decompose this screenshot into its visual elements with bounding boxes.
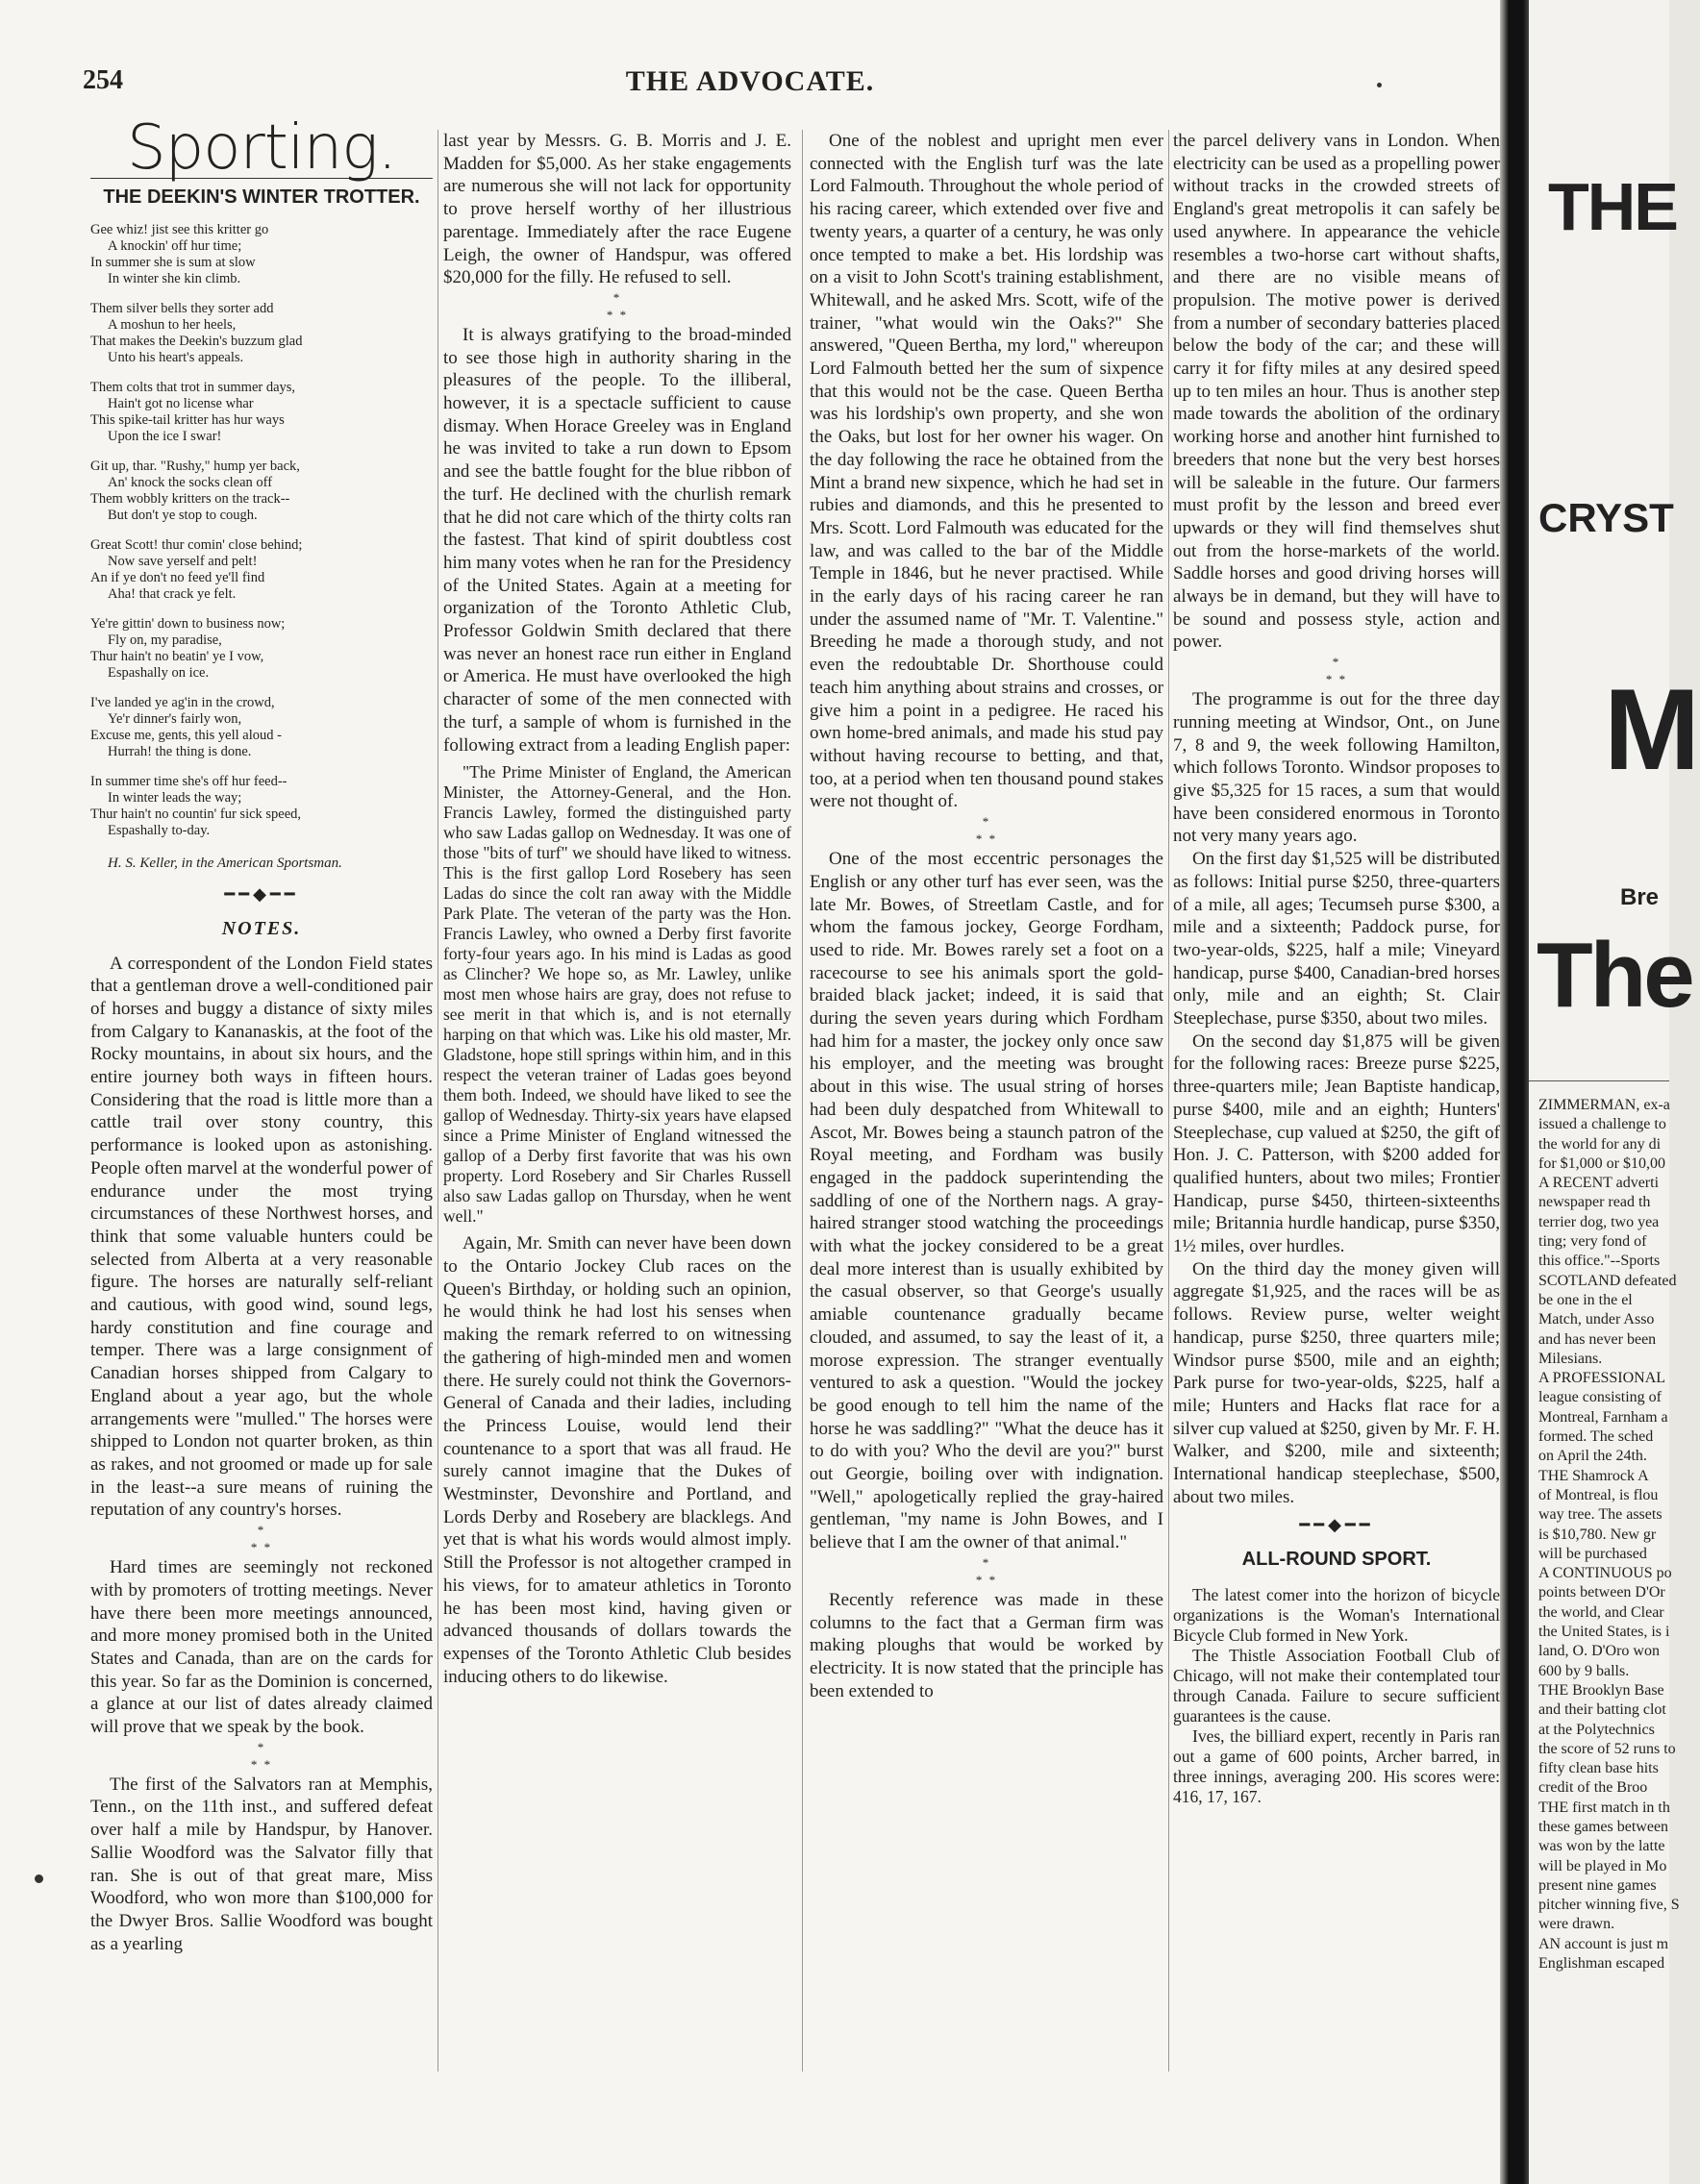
poem-attribution: H. S. Keller, in the American Sportsman. xyxy=(108,856,342,872)
article-paragraph: A correspondent of the London Field states that a gentleman drove a well-conditioned pair of horses and buggy a distance of sixty miles from Calgary to Kananaskis, at the foot of the Rocky mountains, in about six hours, and the entire journey both ways in fifteen hours. Considering that the road is little more than a cattle trail over stony country, this performance is looked upon as astonishing. People often marvel at the wonderful power of endurance under the most trying circumstances of these Northwest horses, and think that some valuable hunters could be selected from Alberta at a very reasonable figure. The horses are naturally self-reliant and cautious, with good wind, sound legs, hardy constitution and fine courage and temper. There was a large consignment of Canadian horses shipped from Calgary to England about a year ago, but the whole arrangements were "mulled." The horses were shipped to London not quarter broken, as thin as rakes, and not groomed or made up for sale in the least--a sure means of ruining the reputation of any country's horses. xyxy=(90,953,433,1521)
facing-heading-m: M xyxy=(1604,665,1700,794)
poem-line: Thur hain't no countin' fur sick speed, xyxy=(90,807,302,823)
page-gutter-shadow xyxy=(1500,0,1529,2184)
poem-line: Aha! that crack ye felt. xyxy=(108,586,237,603)
poem-line: Great Scott! thur comin' close behind; xyxy=(90,537,303,554)
facing-text-line: for $1,000 or $10,00 xyxy=(1538,1154,1665,1172)
facing-text-line: ZIMMERMAN, ex-a xyxy=(1538,1097,1670,1113)
facing-text-line: Montreal, Farnham a xyxy=(1538,1408,1668,1426)
article-paragraph: the parcel delivery vans in London. When electricity can be used as a propelling power without tracks in the crowded streets of England's great metropolis it can safely be used anywhere. In appearance the vehicle resembles a two-horse cart without shafts, and there are no visible means of propulsion. The motive power is derived from a number of secondary batteries placed below the body of the car; and these will carry it for fifty miles at any desired speed up to ten miles an hour. Thus is another step made towards the abolition of the ordinary working horse and another hint furnished to breeders that none but the very best horses will be saleable in the future. Our farmers must profit by the lesson and breed ever upwards or they will find themselves shut out from the horse-markets of the world. Saddle horses and good driving horses will always be in demand, but they will have to be sound and possess style, action and power. xyxy=(1173,131,1500,653)
facing-page-fragment xyxy=(1529,0,1700,2184)
poem-stanza xyxy=(90,774,433,839)
poem-stanza xyxy=(90,222,433,287)
facing-text-line: Match, under Asso xyxy=(1538,1311,1655,1328)
poem-stanza xyxy=(90,301,433,366)
facing-text-line: AN account is just m xyxy=(1538,1935,1669,1952)
facing-text-line: and their batting clot xyxy=(1538,1701,1666,1719)
poem-stanza xyxy=(90,616,433,682)
facing-text-line: the score of 52 runs to xyxy=(1538,1740,1676,1757)
facing-text-line: were drawn. xyxy=(1538,1916,1615,1933)
article-paragraph: One of the most eccentric personages the English or any other turf has ever seen, was the late Mr. Bowes, of Streetlam Castle, and for whom the famous jockey, George Fordham, used to ride. Mr. Bowes rarely set a foot on a racecourse to see his animals sport the gold-braided black jacket; indeed, it is said that during the seven years during which Fordham had him for a master, the jockey only once saw his employer, and the meeting was brought about in this wise. The usual string of horses had been duly despatched from Whitewall to Ascot, Mr. Bowes being a staunch patron of the Royal meeting, and Fordham was busily engaged in the paddock superintending the saddling of one of the Northern nags. A gray-haired stranger stood watching the proceedings with what the jockey considered to be a great deal more interest than is usually exhibited by the casual observer, so that George's usually amiable countenance gradually became clouded, and assumed, to say the least of it, a morose expression. The stranger eventually ventured to ask a question. "Would the jockey be good enough to tell him the name of the horse he was saddling?" "What the deuce has it to do with you? Who the devil are you?" burst out Georgie, boiling over with indignation. "Well," apologetically replied the gray-haired gentleman, "my name is John Bowes, and I believe that I am the owner of that animal." xyxy=(810,849,1163,1553)
article-paragraph: It is always gratifying to the broad-minded to see those high in authority sharing in the pleasures of the people. To the illiberal, however, it is a spectacle sufficient to cause dismay. When Horace Greeley was in England he was invited to take a run down to Epsom and see the battle fought for the blue ribbon of the turf. He declined with the churlish remark that he did not care which of the thirty colts ran the fastest. That kind of spirit doubtless cost him many votes when he ran for the Presidency of the United States. Again at a meeting for organization of the Toronto Athletic Club, Professor Goldwin Smith declared that there was never an honest race run either in England or America. He must have overlooked the high character of some of the men connected with the turf, a sample of whom is furnished in the following extract from a leading English paper: xyxy=(443,324,791,756)
all-round-sport-heading: ALL-ROUND SPORT. xyxy=(1241,1549,1432,1571)
poem-stanza xyxy=(90,380,433,445)
ornament-divider: ━━◆━━ xyxy=(224,884,299,905)
facing-heading-the2: The xyxy=(1537,924,1692,1027)
poem-line: An' knock the socks clean off xyxy=(108,475,273,491)
facing-text-line: at the Polytechnics xyxy=(1538,1721,1655,1738)
facing-text-line: is $10,780. New gr xyxy=(1538,1526,1657,1543)
poem xyxy=(90,222,433,839)
facing-text-line: the world for any di xyxy=(1538,1135,1662,1153)
facing-text-line: of Montreal, is flou xyxy=(1538,1486,1659,1503)
article-paragraph: last year by Messrs. G. B. Morris and J. E. Madden for $5,000. As her stake engagements are numerous she will not lack for opportunity to prove herself worthy of her illustrious parentage. Immediately after the race Eugene Leigh, the owner of Handspur, was offered $20,000 for the filly. He refused to sell. xyxy=(443,131,791,288)
facing-text-line: and has never been xyxy=(1538,1330,1657,1348)
poem-line: Hurrah! the thing is done. xyxy=(108,744,252,760)
facing-text-line: will be played in Mo xyxy=(1538,1857,1667,1874)
poem-line: Thur hain't no beatin' ye I vow, xyxy=(90,649,264,665)
asterism: * * * xyxy=(250,1739,273,1772)
poem-line: Ye're gittin' down to business now; xyxy=(90,616,286,633)
facing-text-line: way tree. The assets xyxy=(1538,1506,1662,1524)
article-paragraph: The programme is out for the three day running meeting at Windsor, Ont., on June 7, 8 and 9, the week following Hamilton, which follows Toronto. Windsor proposes to give $5,325 for 15 races, a sum that would have been considered enormous in Toronto not very many years ago. xyxy=(1173,689,1500,847)
poem-stanza xyxy=(90,459,433,524)
poem-line: Them colts that trot in summer days, xyxy=(90,380,296,396)
asterism: * * * xyxy=(1325,655,1348,687)
poem-line: Unto his heart's appeals. xyxy=(108,350,244,366)
facing-text-line: land, O. D'Oro won xyxy=(1538,1643,1660,1660)
poem-line: Gee whiz! jist see this kritter go xyxy=(90,222,269,238)
column-rule xyxy=(802,130,803,2072)
facing-text-line: THE first match in th xyxy=(1538,1799,1670,1816)
print-speck xyxy=(1377,83,1382,87)
facing-text-line: the United States, is i xyxy=(1538,1624,1670,1641)
facing-text-line: issued a challenge to xyxy=(1538,1116,1666,1133)
facing-column-text xyxy=(1538,1096,1680,1973)
article-paragraph: One of the noblest and upright men ever connected with the English turf was the late Lord Falmouth. Throughout the whole period of his racing career, which extended over five and twenty years, a quarter of a century, he was only once tempted to make a bet. His lordship was on a visit to John Scott's training establishment, Whitewall, and he asked Mrs. Scott, wife of the trainer, "what would win the Oaks?" She answered, "Queen Bertha, my lord," whereupon Lord Falmouth betted her the sum of sixpence that this would not be the case. Queen Bertha was his lordship's own property, and she won the Oaks, but lost for her owner his wager. On the day following the race he obtained from the Mint a brand new sixpence, which he had set in rubies and diamonds, and this he presented to Mrs. Scott. Lord Falmouth was educated for the law, and was called to the bar of the Middle Temple in 1846, but he never practised. While in the early days of his racing career he ran under the assumed name of "Mr. T. Valentine." Breeding he made a thorough study, and not even the redoubtable Dr. Shorthouse could teach him anything about strains and crosses, or give him a point in a pedigree. He raced his own home-bred animals, and made his stud pay without having recourse to betting, and that, too, at a period when ten thousand pound stakes were not thought of. xyxy=(810,131,1163,812)
column-3 xyxy=(810,130,1163,2105)
brief-item: The Thistle Association Football Club of Chicago, will not make their contemplated tour through Canada. Failure to secure sufficient guarantees is the cause. xyxy=(1173,1645,1500,1725)
poem-line: A knockin' off hur time; xyxy=(108,238,242,255)
facing-text-line: formed. The sched xyxy=(1538,1428,1654,1446)
ornament-divider: ━━◆━━ xyxy=(1299,1515,1374,1535)
newspaper-title: THE ADVOCATE. xyxy=(625,65,875,97)
poem-line: Ye'r dinner's fairly won, xyxy=(108,711,242,728)
facing-text-line: will be purchased xyxy=(1538,1545,1647,1562)
facing-text-line: on April the 24th. xyxy=(1538,1448,1647,1465)
poem-line: That makes the Deekin's buzzum glad xyxy=(90,334,303,350)
facing-text-line: newspaper read th xyxy=(1538,1194,1651,1211)
article-paragraph: Recently reference was made in these columns to the fact that a German firm was making ploughs that would be worked by electricity. It is now stated that the principle has been extended to xyxy=(810,1589,1163,1701)
facing-text-line: THE Shamrock A xyxy=(1538,1467,1649,1484)
poem-line: Git up, thar. "Rushy," hump yer back, xyxy=(90,459,300,475)
poem-line: Fly on, my paradise, xyxy=(108,633,222,649)
facing-text-line: these games between xyxy=(1538,1818,1669,1835)
poem-line: Them silver bells they sorter add xyxy=(90,301,274,317)
poem-title: THE DEEKIN'S WINTER TROTTER. xyxy=(103,186,420,208)
poem-line: A moshun to her heels, xyxy=(108,317,237,334)
facing-text-line: be one in the el xyxy=(1538,1291,1633,1308)
asterism: * * * xyxy=(975,814,998,847)
poem-line: In summer time she's off hur feed-- xyxy=(90,774,288,790)
asterism: * * * xyxy=(975,1554,998,1587)
poem-line: In winter leads the way; xyxy=(108,790,242,807)
poem-stanza xyxy=(90,537,433,603)
facing-text-line: points between D'Or xyxy=(1538,1584,1665,1601)
facing-text-line: SCOTLAND defeated xyxy=(1538,1272,1677,1289)
poem-line: This spike-tail kritter has hur ways xyxy=(90,412,285,429)
facing-text-line: fifty clean base hits xyxy=(1538,1760,1659,1777)
page-header xyxy=(0,65,1500,104)
brief-item: The latest comer into the horizon of bicycle organizations is the Woman's International Bicycle Club formed in New York. xyxy=(1173,1584,1500,1645)
poem-line: But don't ye stop to cough. xyxy=(108,508,258,524)
column-4 xyxy=(1173,130,1500,2105)
facing-text-line: A PROFESSIONAL xyxy=(1538,1370,1666,1387)
poem-line: An if ye don't no feed ye'll find xyxy=(90,570,265,586)
facing-text-line: ting; very fond of xyxy=(1538,1233,1647,1251)
facing-text-line: credit of the Broo xyxy=(1538,1779,1648,1797)
page-number: 254 xyxy=(83,65,123,95)
notes-heading: NOTES. xyxy=(221,917,302,939)
facing-text-line: A RECENT adverti xyxy=(1538,1175,1660,1192)
poem-line: Espashally to-day. xyxy=(108,823,211,839)
quoted-extract: "The Prime Minister of England, the American Minister, the Attorney-General, and the Hon. Francis Lawley, formed the distinguished party who saw Ladas gallop on Wednesday. It was one of those "bits of turf" we should have liked to witness. This is the first gallop Lord Rosebery has seen Ladas do since the colt ran away with the Middle Park Plate. The veteran of the party was the Hon. Francis Lawley, who owned a Derby first favorite forty-four years ago. In his mind is Ladas as good as Clincher? We hope so, as Mr. Lawley, unlike most men whose hairs are gray, does not refuse to see merit in that which is, and is not eternally harping on that which was. Like his old master, Mr. Gladstone, hope still springs within him, and in this respect the veteran trainer of Ladas goes beyond them both. Indeed, we should have liked to see the gallop of Wednesday. Thirty-six years have elapsed since a Prime Minister of England witnessed the gallop of a Derby first favorite that was his own property. Lord Rosebery and Sir Charles Russell also saw Ladas gallop on Thursday, when he went well." xyxy=(443,762,791,1227)
poem-line: Hain't got no license whar xyxy=(108,396,254,412)
article-paragraph: Again, Mr. Smith can never have been down to the Ontario Jockey Club races on the Queen's Birthday, or holding such an opinion, he would think he had lost his senses when making the remark referred to on witnessing the gathering of high-minded men and women there. He surely could not think the Governors-General of Canada and their ladies, including the Princess Louise, would lend their countenance to a sport that was all fraud. He surely cannot imagine that the Dukes of Westminster, Devonshire and Portland, and Lords Derby and Rosebery are blacklegs. And yet that is what his words would almost imply. Still the Professor is not altogether cramped in his views, for to amateur athletics in Toronto he has been most kind, having given or advanced thousands of dollars towards the expenses of the Toronto Athletic Club besides inducing others to do likewise. xyxy=(443,1233,791,1687)
column-rule xyxy=(1168,130,1169,2072)
poem-line: In winter she kin climb. xyxy=(108,271,241,287)
print-speck xyxy=(35,1874,43,1883)
facing-text-line: league consisting of xyxy=(1538,1389,1662,1406)
article-paragraph: On the third day the money given will aggregate $1,925, and the races will be as follows. Review purse, welter weight handicap, purse $250, three quarters mile; Windsor purse $500, mile and an eighth; Park purse for two-year-olds, $225, half a mile; Hunters and Hacks flat race for a silver cup valued at $250, given by Mr. F. H. Walker, and $200, mile and sixteenth; International handicap steeplechase, $500, about two miles. xyxy=(1173,1258,1500,1507)
column-1 xyxy=(90,112,433,2105)
poem-line: I've landed ye ag'in in the crowd, xyxy=(90,695,275,711)
facing-text-line: was won by the latte xyxy=(1538,1838,1665,1855)
article-paragraph: Hard times are seemingly not reckoned with by promoters of trotting meetings. Never have there been more meetings announced, and more money promised both in the United States and Canada, than are on the cards for this year. So far as the Dominion is concerned, a glance at our list of dates already claimed will prove that we speak by the book. xyxy=(90,1557,433,1738)
facing-text-line: the world, and Clear xyxy=(1538,1603,1664,1621)
asterism: * * * xyxy=(250,1523,273,1555)
poem-line: Now save yerself and pelt! xyxy=(108,554,258,570)
facing-heading-crys: CRYST xyxy=(1538,495,1674,540)
poem-line: Espashally on ice. xyxy=(108,665,210,682)
facing-text-line: THE Brooklyn Base xyxy=(1538,1681,1664,1699)
facing-text-line: 600 by 9 balls. xyxy=(1538,1662,1630,1679)
section-heading-sporting: Sporting. xyxy=(127,112,396,184)
poem-line: Upon the ice I swar! xyxy=(108,429,222,445)
poem-line: Them wobbly kritters on the track-- xyxy=(90,491,290,508)
facing-heading-the: THE xyxy=(1548,169,1677,244)
article-paragraph: The first of the Salvators ran at Memphis, Tenn., on the 11th inst., and suffered defeat over half a mile by Handspur, by Hanover. Sallie Woodford was the Salvator filly that ran. She is out of that great mare, Miss Woodford, who won more than $100,000 for the Dwyer Bros. Sallie Woodford was bought as a yearling xyxy=(90,1774,433,1954)
poem-line: In summer she is sum at slow xyxy=(90,255,256,271)
facing-text-line: Englishman escaped xyxy=(1538,1955,1665,1973)
facing-text-line: terrier dog, two yea xyxy=(1538,1213,1660,1230)
column-2 xyxy=(443,130,791,2105)
facing-text-line: present nine games xyxy=(1538,1876,1657,1894)
poem-stanza xyxy=(90,695,433,760)
asterism: * * * xyxy=(606,289,629,322)
facing-text-line: A CONTINUOUS po xyxy=(1538,1565,1672,1582)
brief-item: Ives, the billiard expert, recently in Paris ran out a game of 600 points, Archer barred, in three innings, averaging 200. His scores were: 416, 17, 167. xyxy=(1173,1725,1500,1806)
article-paragraph: On the second day $1,875 will be given for the following races: Breeze purse $225, three-quarters mile; Jean Baptiste handicap, purse $400, mile and an eighth; Hunters' Steeplechase, cup valued at $250, the gift of Hon. J. C. Patterson, with $200 added for qualified hunters, about two miles; Frontier Handicap, purse $450, thirteen-sixteenths mile; Britannia hurdle handicap, purse $350, 1½ miles, over hurdles. xyxy=(1173,1030,1500,1257)
facing-text-bre: Bre xyxy=(1620,884,1660,910)
facing-text-line: this office."--Sports xyxy=(1538,1253,1661,1270)
article-paragraph: On the first day $1,525 will be distributed as follows: Initial purse $250, three-quarters of a mile, all ages; Tecumseh purse $300, a mile and a sixteenth; Paddock purse, for two-year-olds, $225, half a mile; Vineyard handicap, purse $400, Canadian-bred horses only, mile and an eighth; St. Clair Steeplechase, purse $350, about two miles. xyxy=(1173,849,1500,1030)
facing-text-line: pitcher winning five, S xyxy=(1538,1897,1680,1914)
facing-text-line: Milesians. xyxy=(1538,1350,1603,1367)
poem-line: Excuse me, gents, this yell aloud - xyxy=(90,728,282,744)
rule xyxy=(1529,1080,1669,1081)
